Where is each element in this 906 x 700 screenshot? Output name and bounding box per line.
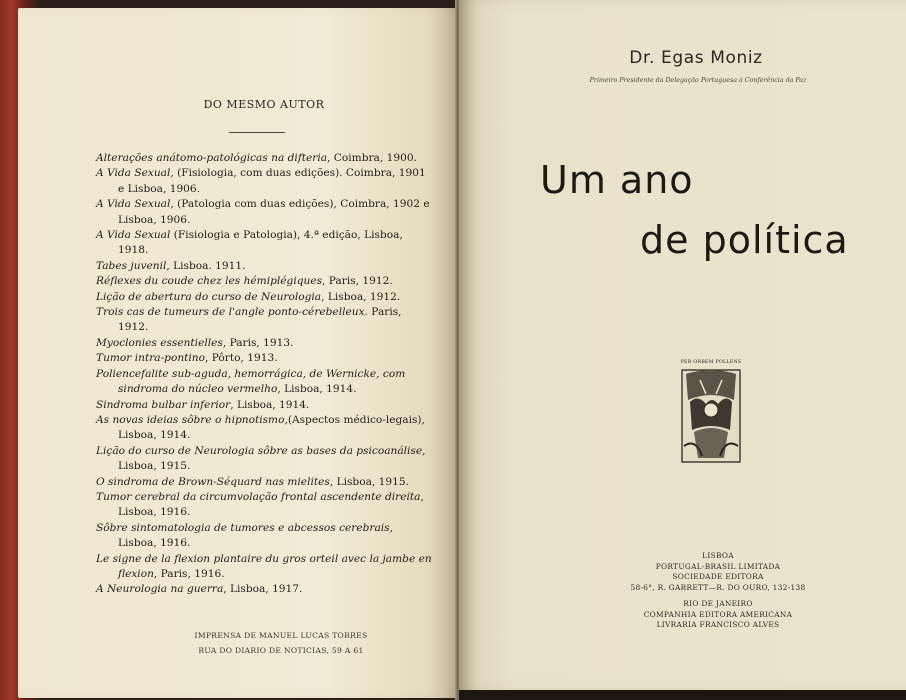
work-entry [96,274,434,289]
publisher-type: SOCIEDADE EDITORA [672,572,764,582]
work-title: Tumor intra-pontino [96,352,205,365]
publisher-block [608,551,828,631]
work-details: , Paris, 1913. [222,336,294,349]
left-page [18,8,458,698]
work-entry [96,228,434,259]
imprint-line: RUA DO DIARIO DE NOTICIAS, 59 A 61 [198,646,364,655]
imprint-line: IMPRENSA DE MANUEL LUCAS TORRES [194,631,368,640]
book-title-line-1: Um ano [540,158,694,202]
work-entry [96,444,434,475]
work-entry [96,336,434,351]
work-title: Sindroma bulbar inferior [96,398,231,411]
work-entry [96,305,434,336]
work-title: Alterações anátomo-patológicas na difteria [96,152,328,164]
work-entry [96,582,434,597]
work-details: , Paris, 1916. [153,567,225,580]
work-entry [96,413,434,444]
work-details: , Pôrto, 1913. [205,352,278,365]
book-title-line-2: de política [640,218,849,262]
author-subtitle: Primeiro Presidente da Delegação Portuguesa à Conferência da Paz [589,77,807,84]
work-entry [96,351,434,366]
work-entry [96,398,434,413]
work-entry [96,552,434,583]
work-details: , Lisboa, 1915. [329,475,409,488]
work-title: Myoclonies essentielles [96,336,223,349]
publisher-address: 58-6°, R. GARRETT—R. DO OURO, 132-138 [630,583,806,593]
publisher-city: LISBOA [702,551,734,560]
work-entry [96,197,434,228]
work-title: A Vida Sexual, [96,198,174,211]
author-name: Dr. Egas Moniz [629,48,763,68]
work-details: , Lisboa, 1914. [277,383,357,396]
publisher-name: PORTUGAL-BRASIL LIMITADA [655,561,781,571]
work-details: (Aspectos médico-legais), Lisboa, 1914. [118,413,425,442]
work-title: As novas ideias sôbre o hipnotismo, [96,413,288,426]
work-details: , Lisboa, 1914. [230,398,310,411]
emblem-motto: PER ORBEM POLLENS [680,360,742,365]
printer-imprint [188,628,374,658]
publisher-emblem-icon [676,360,746,466]
divider-rule [229,132,285,133]
work-details: Paris, 1912. [118,306,402,334]
work-entry [96,475,434,490]
work-details: , Lisboa. 1911. [166,259,246,272]
work-title: Le signe de la flexion plantaire du gros orteil avec la jambe en flexion [96,552,432,580]
work-entry [96,259,434,274]
work-entry [96,521,434,552]
work-details: (Patologia com duas edições), Coimbra, 1902 e Lisboa, 1906. [118,198,430,226]
work-entry [96,151,434,166]
work-details: , Lisboa, 1916. [118,490,424,519]
page-bottom-edge [459,690,906,700]
publisher-city-2: RIO DE JANEIRO [683,598,753,608]
work-details: , Lisboa, 1917. [223,583,303,596]
work-title: Tabes juvenil [96,259,167,272]
works-list [96,151,434,598]
work-details: , Lisboa, 1915. [118,444,426,473]
work-entry [96,490,434,521]
work-title: A Neurologia na guerra [96,583,224,596]
work-details: Lisboa, 1916. [118,537,191,550]
emblem-figure-icon [676,360,746,466]
work-title: Poliencefalite sub-aguda, hemorrágica, de Wernicke, com sindroma do núcleo vermelho [96,367,406,396]
work-title: Sôbre sintomatologia de tumores e abcessos cerebrais, [96,521,393,534]
work-details: , Coimbra, 1900. [327,152,417,164]
work-entry [96,290,434,305]
work-title: A Vida Sexual, [96,167,174,180]
work-details: (Fisiologia e Patologia), 4.ª edição, Lisboa, 1918. [118,229,403,257]
work-details: (Fisiologia, com duas edições). Coimbra, 1901 e Lisboa, 1906. [118,167,426,195]
work-title: Lição de abertura do curso de Neurologia [96,290,322,303]
work-entry [96,367,434,398]
work-title: Lição do curso de Neurologia sôbre as bases da psicoanálise [96,444,423,457]
work-details: , Lisboa, 1912. [321,290,401,303]
work-title: Trois cas de tumeurs de l'angle ponto-cérebelleux. [96,306,368,319]
work-title: A Vida Sexual [96,229,171,242]
work-title: Réflexes du coude chez les hémiplégiques [96,275,323,288]
work-title: Tumor cerebral da circumvolação frontal ascendente direita [96,490,421,503]
page-heading: DO MESMO AUTOR [203,98,325,111]
publisher-company-2: LIVRARIA FRANCISCO ALVES [656,620,780,630]
work-details: , Paris, 1912. [322,275,393,288]
work-title: O sindroma de Brown-Séquard nas mielites [96,475,330,488]
publisher-company-1: COMPANHIA EDITORA AMERICANA [643,609,793,619]
work-entry [96,166,434,197]
